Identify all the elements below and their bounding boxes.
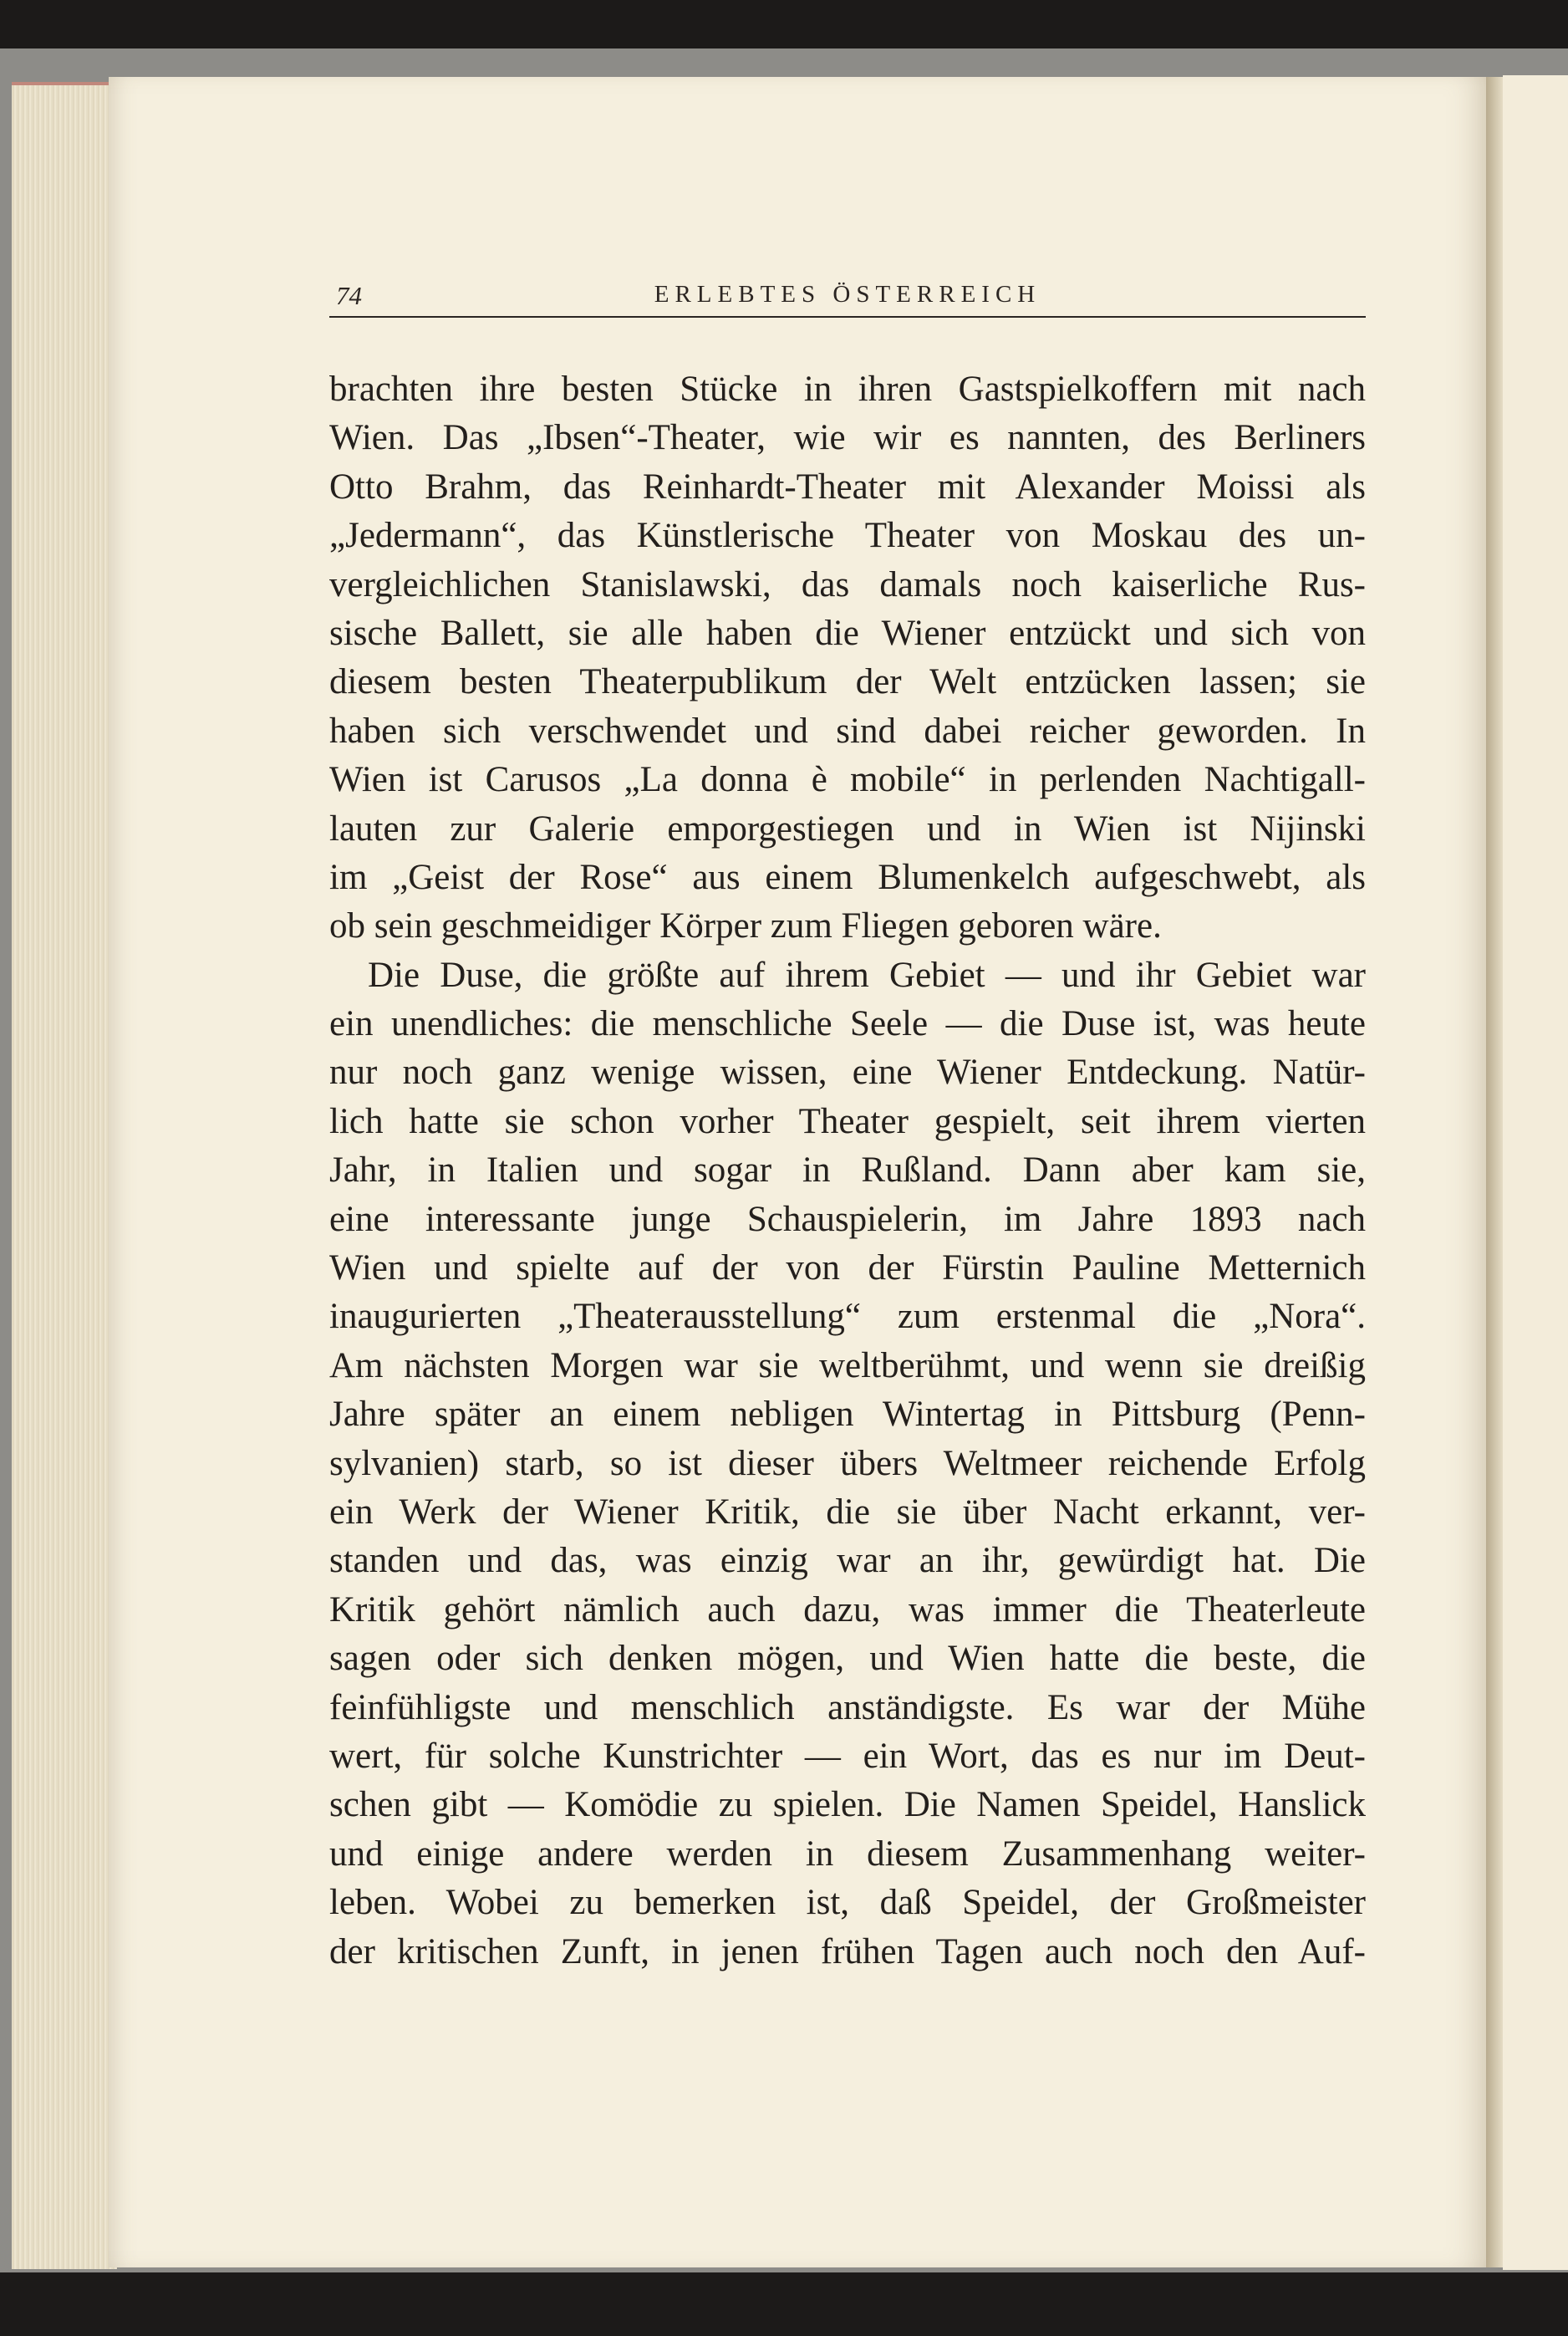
text-line: brachten ihre besten Stücke in ihren Gastspielkoffern mit nach: [329, 370, 1366, 409]
text-line: sische Ballett, sie alle haben die Wiener entzückt und sich von: [329, 613, 1366, 653]
text-line: Kritik gehört nämlich auch dazu, was immer die Theaterleute: [329, 1589, 1366, 1630]
text-line: im „Geist der Rose“ aus einem Blumenkelch aufgeschwebt, als: [329, 857, 1366, 897]
book-gutter: [1486, 77, 1503, 2267]
text-line: vergleichlichen Stanislawski, das damals noch kaiserliche Rus-: [329, 564, 1366, 604]
running-head: [329, 274, 1366, 318]
facing-page-edge: [1503, 75, 1568, 2270]
text-line: nur noch ganz wenige wissen, eine Wiener Entdeckung. Natür-: [329, 1053, 1366, 1093]
text-line: ein unendliches: die menschliche Seele — die Duse ist, was heute: [329, 1004, 1366, 1044]
paragraph-end-line: ob sein geschmeidiger Körper zum Fliegen geboren wäre.: [329, 906, 1162, 946]
text-line: und einige andere werden in diesem Zusammenhang weiter-: [329, 1834, 1366, 1874]
text-line: leben. Wobei zu bemerken ist, daß Speidel, der Großmeister: [329, 1883, 1366, 1923]
text-line: „Jedermann“, das Künstlerische Theater von Moskau des un-: [329, 516, 1366, 556]
text-line: schen gibt — Komödie zu spielen. Die Namen Speidel, Hanslick: [329, 1785, 1366, 1825]
paragraph-start-line: Die Duse, die größte auf ihrem Gebiet — und ihr Gebiet war: [368, 955, 1366, 995]
text-line: diesem besten Theaterpublikum der Welt entzücken lassen; sie: [329, 662, 1366, 702]
text-line: standen und das, was einzig war an ihr, gewürdigt hat. Die: [329, 1541, 1366, 1581]
running-title: ERLEBTES ÖSTERREICH: [654, 281, 1041, 308]
text-line: Otto Brahm, das Reinhardt-Theater mit Alexander Moissi als: [329, 467, 1366, 507]
text-line: haben sich verschwendet und sind dabei reicher geworden. In: [329, 711, 1366, 751]
text-line: Wien. Das „Ibsen“-Theater, wie wir es nannten, des Berliners: [329, 418, 1366, 458]
text-line: inaugurierten „Theaterausstellung“ zum erstenmal die „Nora“.: [329, 1297, 1366, 1337]
text-line: wert, für solche Kunstrichter — ein Wort, das es nur im Deut-: [329, 1736, 1366, 1776]
page-number: 74: [336, 281, 362, 310]
text-line: ein Werk der Wiener Kritik, die sie über Nacht erkannt, ver-: [329, 1492, 1366, 1532]
text-line: lauten zur Galerie emporgestiegen und in Wien ist Nijinski: [329, 808, 1366, 849]
text-line: der kritischen Zunft, in jenen frühen Tagen auch noch den Auf-: [329, 1931, 1366, 1971]
text-line: Wien und spielte auf der von der Fürstin Pauline Metternich: [329, 1248, 1366, 1288]
text-line: sylvanien) starb, so ist dieser übers Weltmeer reichende Erfolg: [329, 1443, 1366, 1483]
page-edges-stack: [12, 82, 117, 2269]
text-line: Am nächsten Morgen war sie weltberühmt, und wenn sie dreißig: [329, 1345, 1366, 1385]
text-line: Jahre später an einem nebligen Wintertag in Pittsburg (Penn-: [329, 1395, 1366, 1435]
text-line: Jahr, in Italien und sogar in Rußland. Dann aber kam sie,: [329, 1150, 1366, 1191]
text-line: sagen oder sich denken mögen, und Wien hatte die beste, die: [329, 1639, 1366, 1679]
body-text: [329, 365, 1366, 1976]
text-line: feinfühligste und menschlich anständigste. Es war der Mühe: [329, 1687, 1366, 1727]
text-line: Wien ist Carusos „La donna è mobile“ in perlenden Nachtigall-: [329, 760, 1366, 800]
text-line: eine interessante junge Schauspielerin, im Jahre 1893 nach: [329, 1199, 1366, 1239]
text-line: lich hatte sie schon vorher Theater gespielt, seit ihrem vierten: [329, 1101, 1366, 1141]
